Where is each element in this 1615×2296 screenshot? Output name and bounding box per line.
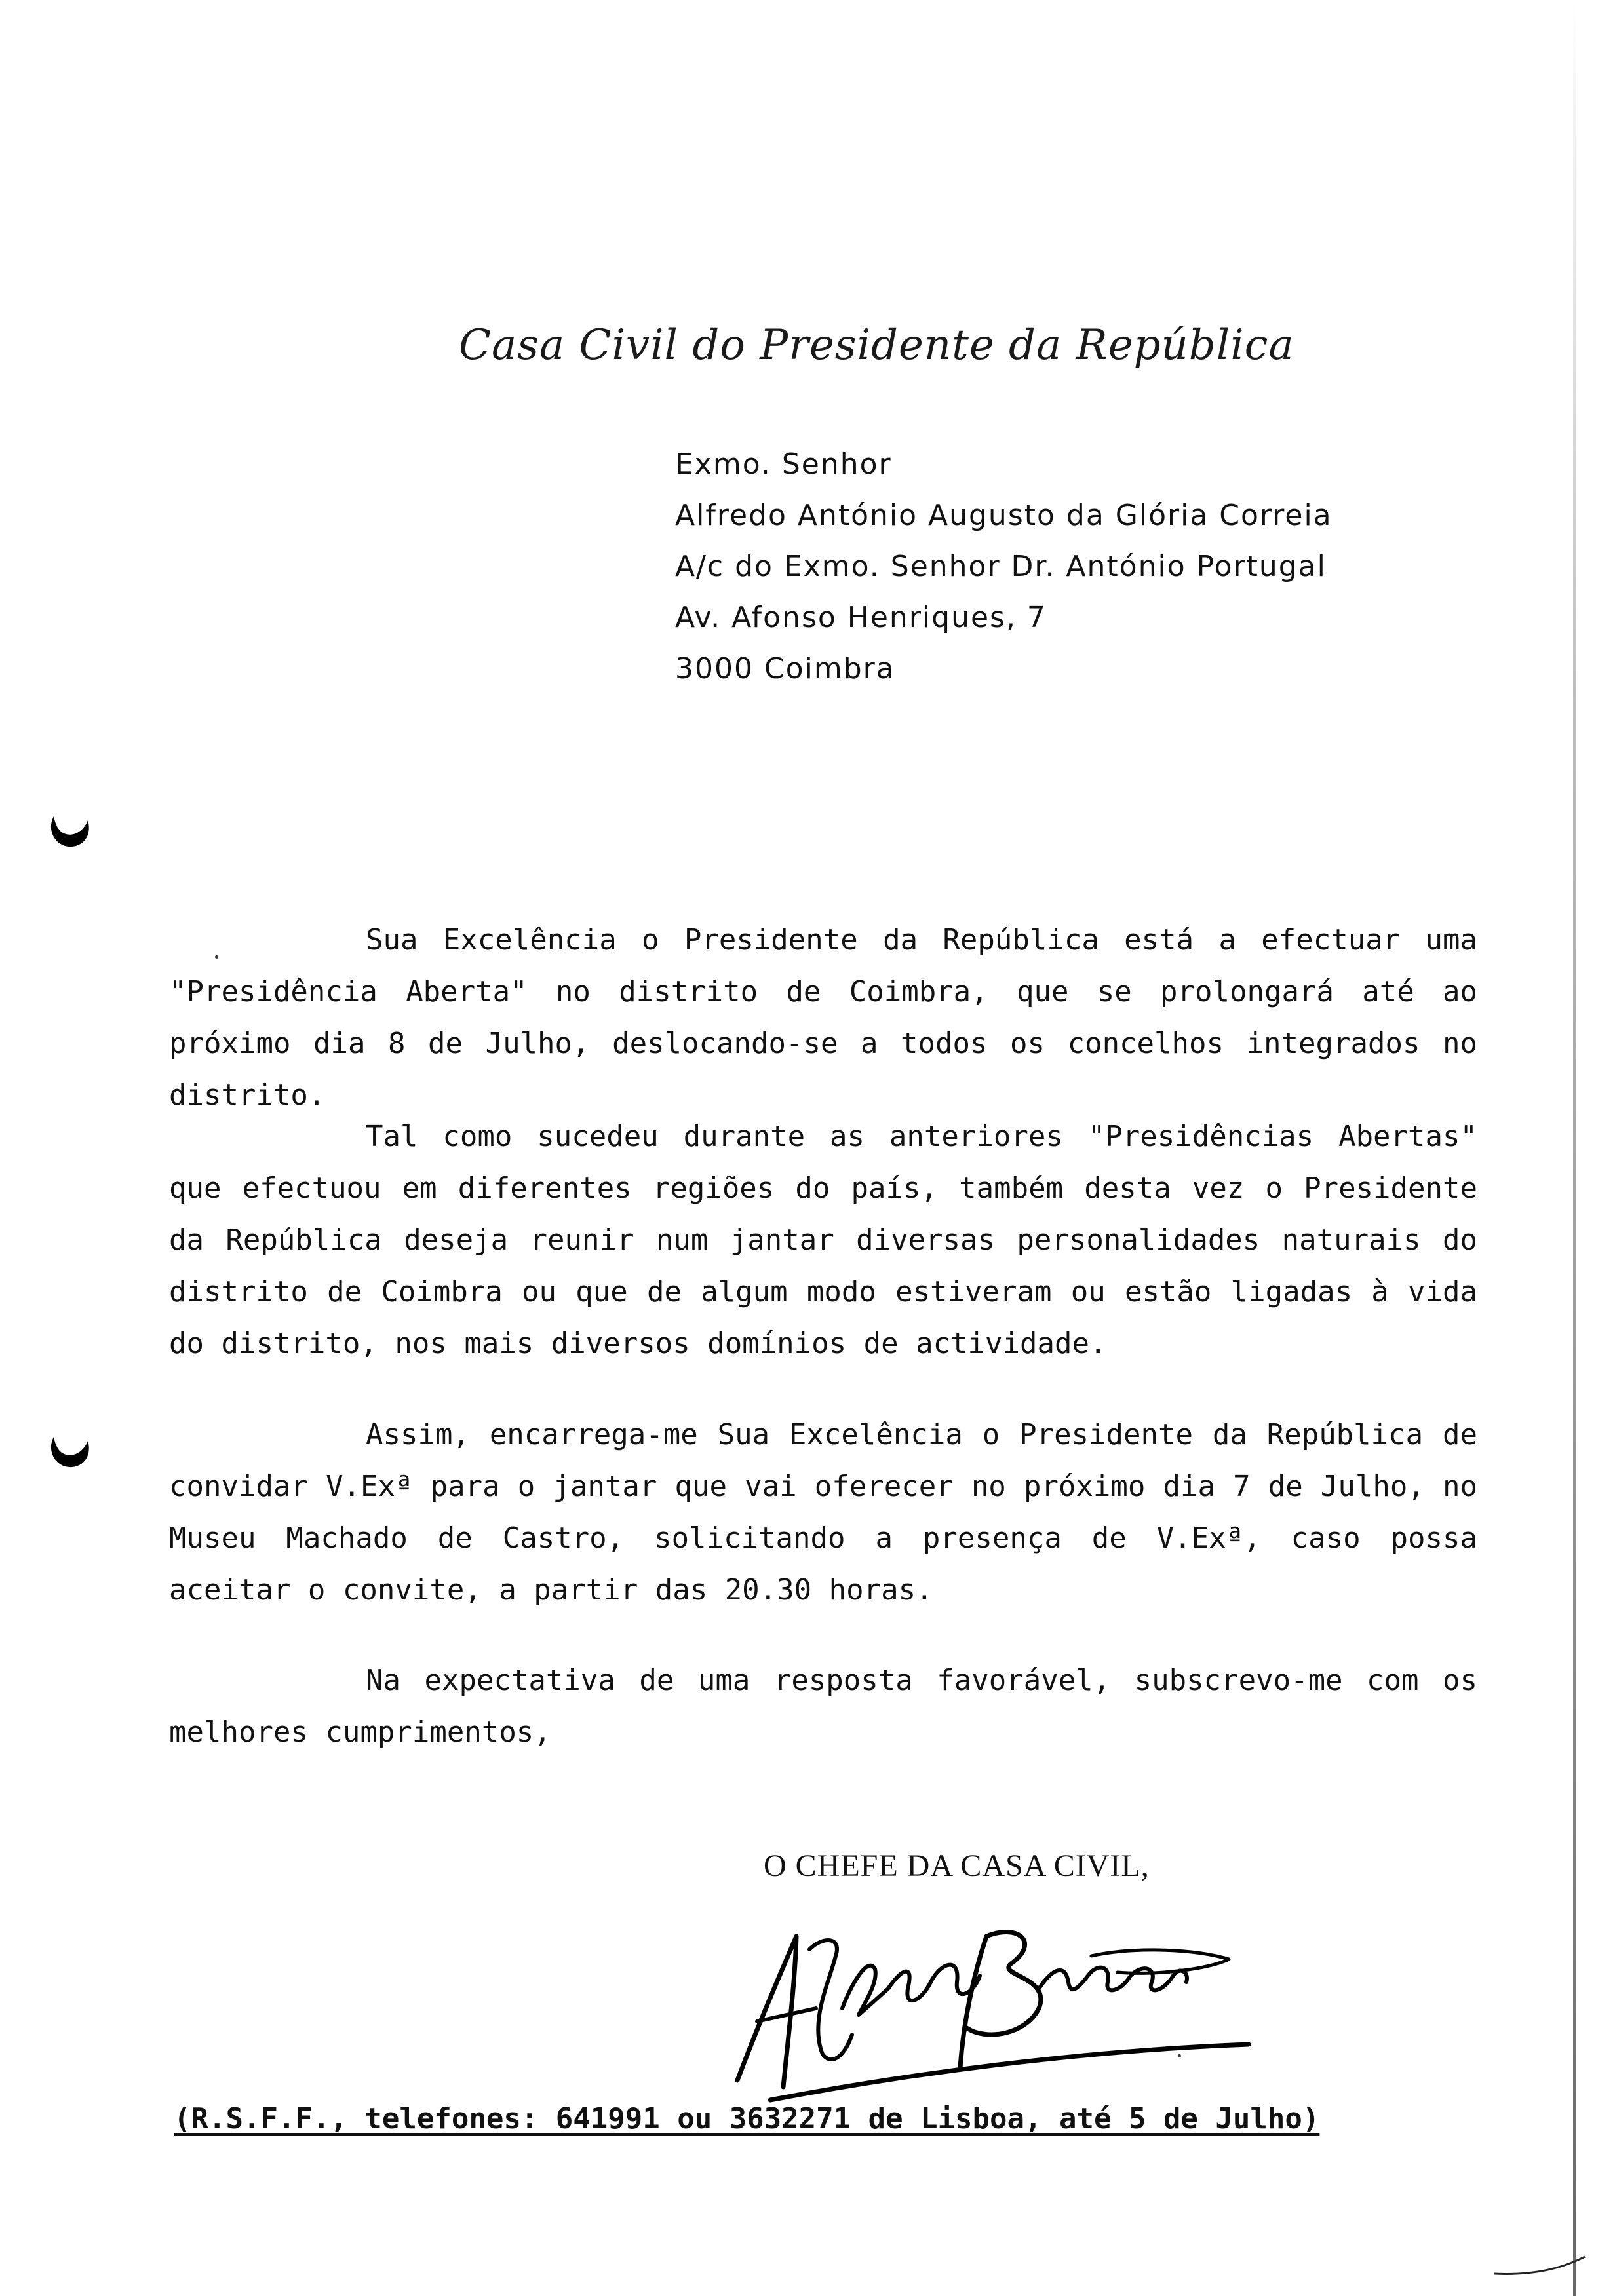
paragraph-text: Assim, encarrega-me Sua Excelência o Presidente da República de convidar V.Exª para o jantar que vai oferecer no próximo dia 7 de Julho, no Museu Machado de Castro, solicitando a presença de V.Exª, caso possa aceitar o convite, a partir das 20.30 horas.: [169, 1418, 1477, 1607]
letterhead: Casa Civil do Presidente da República: [459, 321, 1294, 370]
punch-hole-icon: [47, 1432, 93, 1470]
recipient-address: [675, 439, 1333, 695]
recipient-name: Alfredo António Augusto da Glória Correia: [675, 499, 1333, 532]
page-corner-curl: [1494, 2254, 1586, 2280]
body-paragraph: [169, 1655, 1477, 1758]
recipient-street: Av. Afonso Henriques, 7: [675, 601, 1047, 634]
recipient-city: 3000 Coimbra: [675, 652, 895, 685]
punch-hole-icon: [47, 811, 93, 849]
handwritten-signature: [711, 1910, 1275, 2107]
recipient-care-of: A/c do Exmo. Senhor Dr. António Portugal: [675, 550, 1327, 583]
paragraph-text: Sua Excelência o Presidente da República está a efectuar uma "Presidência Aberta" no distrito de Coimbra, que se prolongará até ao próximo dia 8 de Julho, deslocando-se a todos os concelhos integrados no distrito.: [169, 923, 1477, 1112]
body-paragraph: [169, 1111, 1477, 1369]
page-edge-shadow: [1573, 0, 1576, 2296]
recipient-salutation: Exmo. Senhor: [675, 448, 892, 481]
body-paragraph: [169, 914, 1477, 1121]
paragraph-text: Na expectativa de uma resposta favorável, subscrevo-me com os melhores cumprimentos,: [169, 1664, 1477, 1749]
closing-title: O CHEFE DA CASA CIVIL,: [764, 1848, 1150, 1883]
paragraph-text: Tal como sucedeu durante as anteriores "Presidências Abertas" que efectuou em diferentes regiões do país, também desta vez o Presidente da República deseja reunir num jantar diversas personalidades naturais do distrito de Coimbra ou que de algum modo estiveram ou estão ligadas à vida do distrito, nos mais diversos domínios de actividade.: [169, 1120, 1477, 1360]
body-paragraph: [169, 1409, 1477, 1616]
footer-note: (R.S.F.F., telefones: 641991 ou 3632271 de Lisboa, até 5 de Julho): [174, 2102, 1320, 2135]
